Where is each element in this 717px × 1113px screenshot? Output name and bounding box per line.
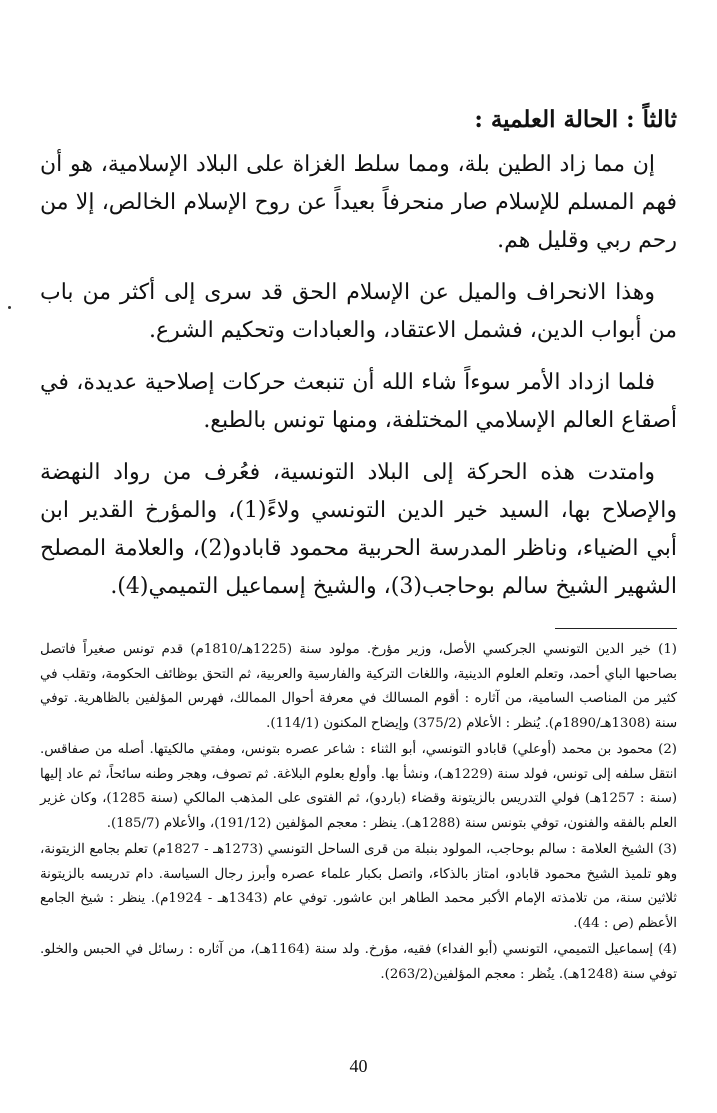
paragraph: وامتدت هذه الحركة إلى البلاد التونسية، فعُرف من رواد النهضة والإصلاح بها، السيد خير الدين التونسي ولاءً(1)، والمؤرخ القدير ابن أبي الضياء، وناظر المدرسة الحربية محمود قابادو(2)، والعلامة المصلح الشهير الشيخ سالم بوحاجب(3)، والشيخ إسماعيل التميمي(4). xyxy=(40,460,678,599)
section-heading: ثالثاً : الحالة العلمية : xyxy=(474,106,677,133)
paragraph: إن مما زاد الطين بلة، ومما سلط الغزاة على البلاد الإسلامية، هو أن فهم المسلم للإسلام صار منحرفاً بعيداً عن روح الإسلام الخالص، إلا من رحم ربي وقليل هم. xyxy=(40,152,677,253)
footnote: (3) الشيخ العلامة : سالم بوحاجب، المولود بنبلة من قرى الساحل التونسي (1273هـ - 1827م) تعلم بجامع الزيتونة، وهو تلميذ الشيخ محمود قابادو، امتاز بالذكاء، واتصل بكبار علماء عصره وأبرز رجال السياسة. دام تدريسه بالزيتونة ثلاثين سنة، من تلامذته الإمام الأكبر محمد الطاهر ابن عاشور. توفي عام (1343هـ - 1924م). ينظر : شيخ الجامع الأعظم (ص : 44). xyxy=(40,842,677,931)
margin-mark xyxy=(8,306,11,309)
footnote-separator xyxy=(555,628,677,629)
page-number: 40 xyxy=(349,1056,368,1076)
footnote: (4) إسماعيل التميمي، التونسي (أبو الفداء) فقيه، مؤرخ. ولد سنة (1164هـ)، من آثاره : رسائل في الحبس والخلو. توفي سنة (1248هـ). ينُظر : معجم المؤلفين(263/2). xyxy=(40,942,677,982)
body-text xyxy=(40,146,677,620)
footnotes xyxy=(40,638,677,989)
paragraph: وهذا الانحراف والميل عن الإسلام الحق قد سرى إلى أكثر من باب من أبواب الدين، فشمل الاعتقاد، والعبادات وتحكيم الشرع. xyxy=(40,280,677,343)
footnote: (1) خير الدين التونسي الجركسي الأصل، وزير مؤرخ. مولود سنة (1225هـ/1810م) قدم تونس صغيراً فاتصل بصاحبها الباي أحمد، وتعلم العلوم الدينية، واللغات التركية والفارسية والعربية، ثم التحق بوظائف الحكومة، وتقلب في كثير من المناصب السامية، من آثاره : أقوم المسالك في معرفة أحوال الممالك، فهرس المؤلفين بالظاهرية. توفي سنة (1308هـ/1890م). يُنظر : الأعلام (375/2) وإيضاح المكنون (114/1). xyxy=(40,642,677,731)
footnote: (2) محمود بن محمد (أوعلي) قابادو التونسي، أبو الثناء : شاعر عصره بتونس، ومفتي مالكيتها. أصله من صفاقس. انتقل سلفه إلى تونس، فولد سنة (1229هـ)، ونشأ بها. وأولع بعلوم البلاغة. ثم تصوف، وهجر وطنه سائحاً، ثم عاد إليها (سنة : 1257هـ) فولي التدريس بالزيتونة وقضاء (باردو)، ثم الفتوى على المذهب المالكي (سنة 1285)، وكان غزير العلم بالفقه والفنون، توفي بتونس سنة (1288هـ). ينظر : معجم المؤلفين (191/12)، والأعلام (185/7). xyxy=(40,742,678,831)
paragraph: فلما ازداد الأمر سوءاً شاء الله أن تنبعث حركات إصلاحية عديدة، في أصقاع العالم الإسلامي المختلفة، ومنها تونس بالطبع. xyxy=(40,370,677,433)
